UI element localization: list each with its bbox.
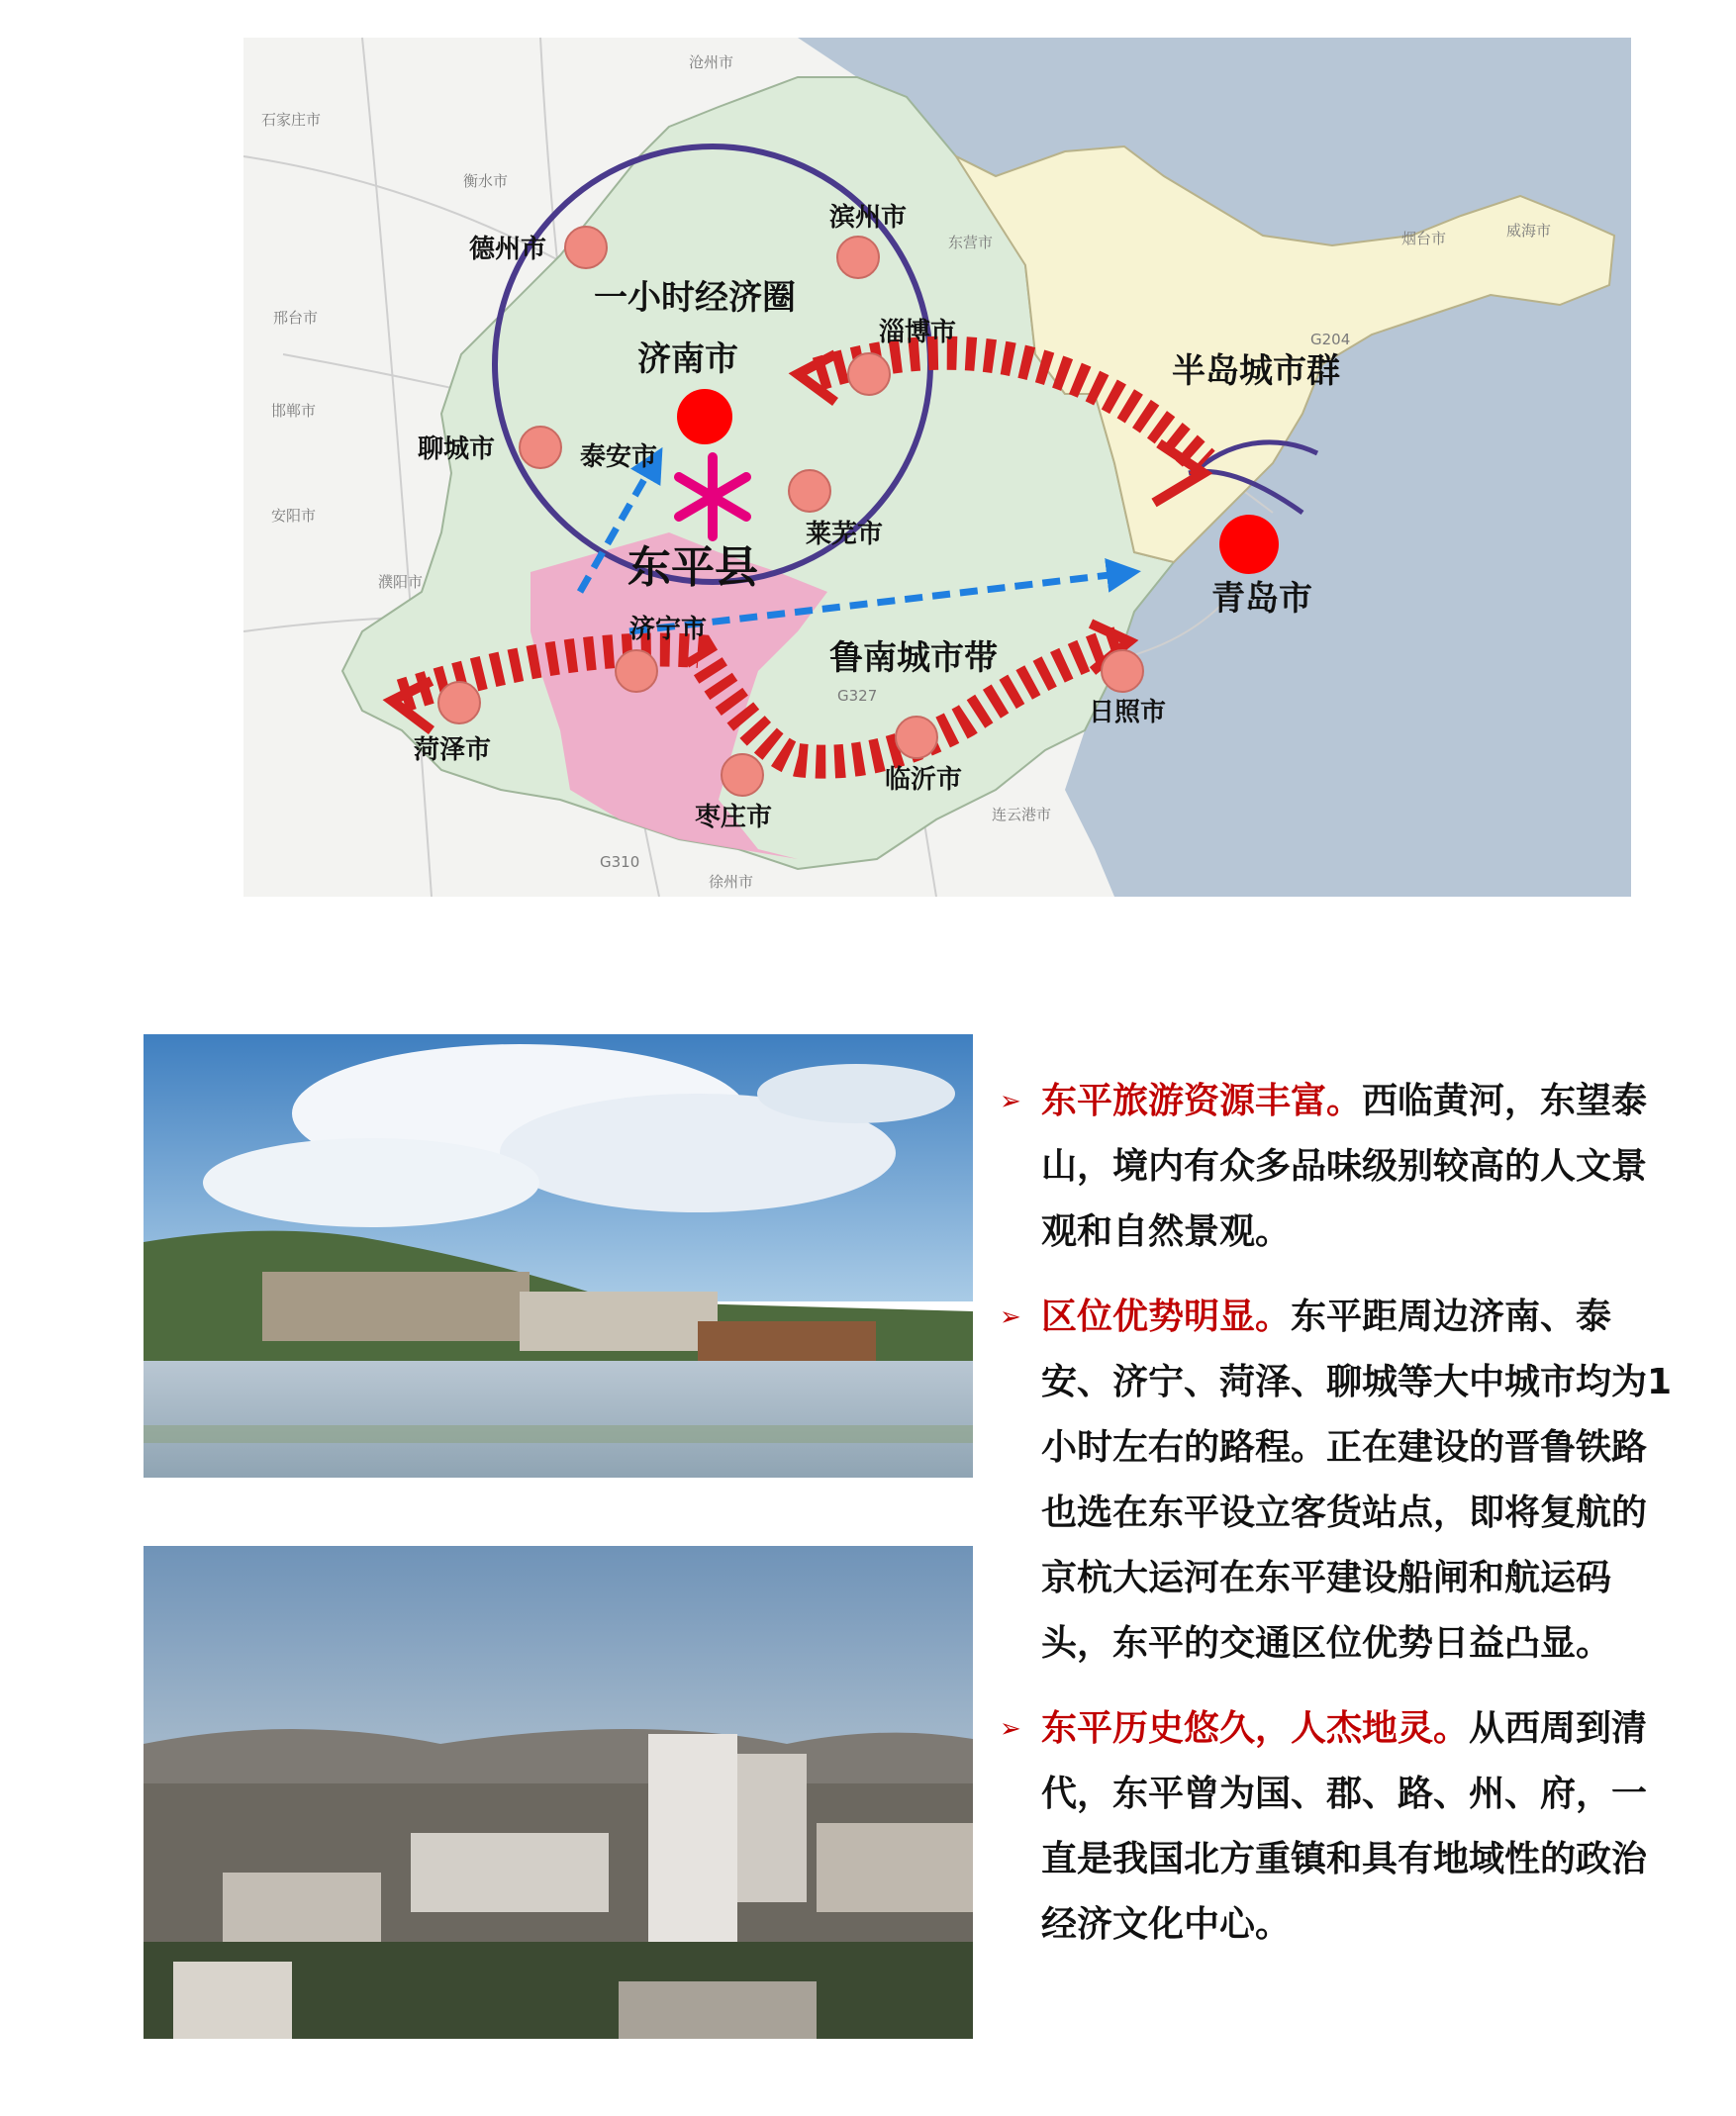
node-qingdao [1219, 515, 1279, 574]
label-binzhou: 滨州市 [829, 203, 908, 233]
label-zaozhuang: 枣庄市 [695, 803, 773, 832]
node-linyi [896, 717, 937, 758]
scenic-photo-lake [144, 1034, 973, 1478]
node-jinan [677, 389, 732, 444]
label-handan: 邯郸市 [271, 402, 317, 420]
regional-location-map [243, 38, 1631, 897]
label-peninsula: 半岛城市群 [1172, 351, 1340, 391]
label-jining: 济宁市 [629, 615, 708, 644]
bullet-location-text: 东平距周边济南、泰安、济宁、菏泽、聊城等大中城市均为1小时左右的路程。正在建设的晋鲁铁路也选在东平设立客货站点，即将复航的京杭大运河在东平建设船闸和航运码头，东平的交通区位优势日益凸显。 [1041, 1297, 1673, 1664]
description-bullets [1000, 1069, 1673, 1977]
label-qingdao: 青岛市 [1211, 579, 1312, 619]
label-cangzhou: 沧州市 [689, 53, 734, 71]
label-lianyungang: 连云港市 [992, 806, 1052, 823]
bullet-arrow-icon: ➢ [1000, 1087, 1021, 1116]
label-dezhou: 德州市 [469, 235, 547, 264]
bullet-history [1000, 1696, 1673, 1958]
label-hengshui: 衡水市 [463, 172, 509, 190]
bullet-history-highlight: 东平历史悠久，人杰地灵。 [1041, 1708, 1470, 1749]
label-rizhao: 日照市 [1089, 698, 1167, 727]
label-g310: G310 [600, 853, 640, 871]
bullet-history-text: 从西周到清代，东平曾为国、郡、路、州、府，一直是我国北方重镇和具有地域性的政治经济文化中心。 [1041, 1708, 1648, 1945]
label-zibo: 淄博市 [879, 318, 957, 347]
bullet-location-highlight: 区位优势明显。 [1041, 1297, 1292, 1337]
label-one-hour-circle: 一小时经济圈 [594, 278, 796, 318]
label-xuzhou: 徐州市 [709, 873, 754, 891]
node-jining [616, 650, 657, 692]
label-g327: G327 [837, 687, 878, 705]
label-dongying: 东营市 [948, 234, 994, 251]
node-heze [438, 682, 480, 723]
label-jinan: 济南市 [637, 339, 738, 379]
bullet-arrow-icon: ➢ [1000, 1714, 1021, 1744]
bullet-arrow-icon: ➢ [1000, 1302, 1021, 1332]
node-zibo [848, 353, 890, 395]
label-shijiazhuang: 石家庄市 [261, 111, 322, 129]
label-anyang: 安阳市 [271, 507, 317, 525]
label-weihai: 威海市 [1506, 222, 1552, 240]
bullet-location [1000, 1285, 1673, 1677]
label-xingtai: 邢台市 [273, 309, 319, 327]
label-taian: 泰安市 [580, 442, 658, 472]
node-laiwu [789, 470, 830, 512]
label-dongping: 东平县 [627, 542, 758, 593]
node-zaozhuang [722, 754, 763, 796]
bullet-tourism-highlight: 东平旅游资源丰富。 [1041, 1081, 1363, 1121]
label-puyang: 濮阳市 [378, 573, 424, 591]
bullet-tourism-text: 西临黄河，东望泰山，境内有众多品味级别较高的人文景观和自然景观。 [1041, 1081, 1648, 1252]
bullet-tourism [1000, 1069, 1673, 1265]
label-laiwu: 莱芜市 [806, 520, 884, 549]
label-g204: G204 [1310, 331, 1351, 348]
label-yantai: 烟台市 [1401, 230, 1447, 247]
label-heze: 菏泽市 [414, 735, 492, 765]
node-liaocheng [520, 427, 561, 468]
label-liaocheng: 聊城市 [418, 434, 496, 464]
city-skyline-photo [144, 1546, 973, 2039]
label-lunan: 鲁南城市带 [829, 638, 998, 678]
node-rizhao [1102, 650, 1143, 692]
node-dezhou [565, 227, 607, 268]
label-linyi: 临沂市 [885, 765, 963, 795]
node-binzhou [837, 237, 879, 278]
